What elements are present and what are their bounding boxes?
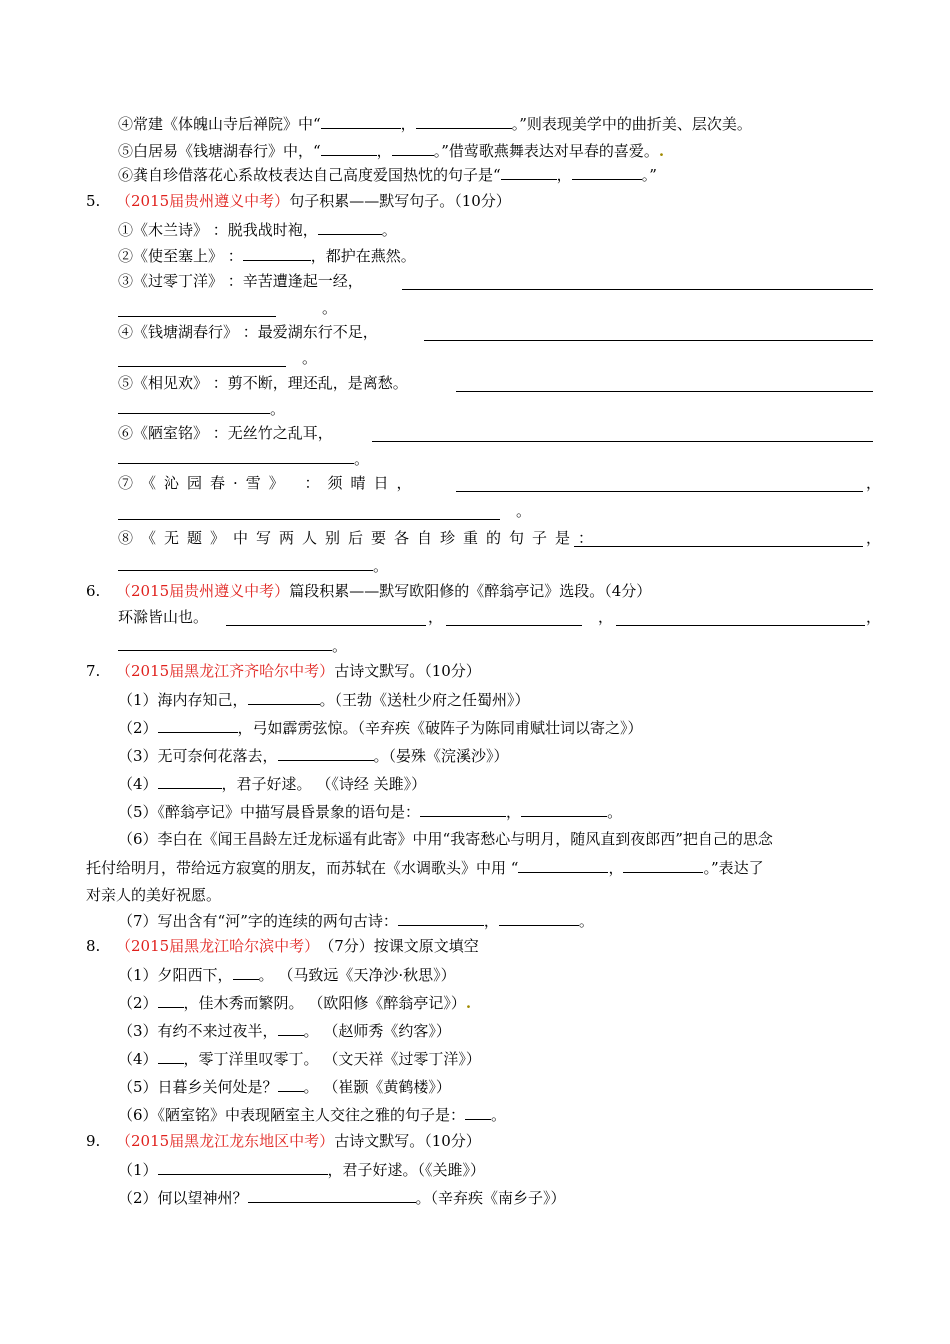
q7-item-1: （1）海内存知己， 。（王勃《送杜少府之任蜀州》）: [0, 687, 950, 711]
q8-item-2: （2） ，佳木秀而繁阴。 （欧阳修《醉翁亭记》）.: [0, 990, 950, 1014]
q9-item-2: （2）何以望神州？ 。（辛弃疾《南乡子》）: [0, 1185, 950, 1209]
question-8-header: 8. （2015届黑龙江哈尔滨中考）（7分）按课文原文填空: [86, 937, 479, 955]
line-gongzizhen: ⑥龚自珍借落花心系故枝表达自己高度爱国热忱的句子是“ ， 。”: [0, 162, 950, 186]
q7-item-6-line-1: （6）李白在《闻王昌龄左迁龙标遥有此寄》中用“我寄愁心与明月，随风直到夜郎西”把自己的思念: [118, 830, 773, 848]
blank[interactable]: [158, 990, 184, 1008]
blank[interactable]: [456, 474, 863, 492]
blank[interactable]: [278, 1074, 304, 1092]
blank[interactable]: [465, 1102, 491, 1120]
q8-item-6: （6）《陋室铭》中表现陋室主人交往之雅的句子是： 。: [0, 1102, 950, 1126]
blank[interactable]: [420, 799, 506, 817]
blank[interactable]: [321, 111, 401, 129]
q8-item-5: （5）日暮乡关何处是？ 。 （崔颢《黄鹤楼》）: [0, 1074, 950, 1098]
blank[interactable]: [158, 715, 238, 733]
blank[interactable]: [118, 633, 332, 651]
line-baijuyi: ⑤白居易《钱塘湖春行》中，“ ， 。”借莺歌燕舞表达对早春的喜爱。.: [0, 138, 950, 162]
blank[interactable]: [424, 323, 873, 341]
blank[interactable]: [158, 1157, 328, 1175]
line-changjian: ④常建《体魄山寺后禅院》中“ ， 。”则表现美学中的曲折美、层次美。: [0, 111, 950, 135]
q5-item-4: ④《钱塘湖春行》 ：最爱湖东行不足，: [0, 320, 950, 344]
blank[interactable]: [446, 608, 582, 626]
blank[interactable]: [321, 138, 377, 156]
blank[interactable]: [118, 349, 286, 367]
blank[interactable]: [318, 217, 382, 235]
blank[interactable]: [118, 502, 500, 520]
q7-item-2: （2） ，弓如霹雳弦惊。（辛弃疾《破阵子为陈同甫赋壮词以寄之》）: [0, 715, 950, 739]
q7-item-7: （7）写出含有“河”字的连续的两句古诗： ， 。: [0, 908, 950, 932]
q5-item-7: ⑦《沁园春·雪》 ：须晴日， ，: [118, 474, 882, 492]
blank[interactable]: [623, 855, 703, 873]
question-5-header: 5. （2015届贵州遵义中考）句子积累——默写句子。（10分）: [86, 192, 511, 210]
blank[interactable]: [278, 1018, 304, 1036]
q5-item-3-cont: 。: [0, 296, 950, 320]
blank[interactable]: [118, 553, 373, 571]
blank[interactable]: [158, 771, 222, 789]
q5-item-1: ①《木兰诗》 ：脱我战时袍， 。: [0, 217, 950, 241]
q7-item-6-line-2: 托付给明月，带给远方寂寞的朋友，而苏轼在《水调歌头》中用 “ ， 。”表达了: [0, 855, 950, 879]
blank[interactable]: [118, 396, 270, 414]
blank[interactable]: [372, 424, 873, 442]
blank[interactable]: [518, 855, 608, 873]
blank[interactable]: [456, 374, 873, 392]
q5-item-6: ⑥《陋室铭》 ：无丝竹之乱耳，: [0, 421, 950, 445]
blank[interactable]: [248, 1185, 416, 1203]
blank[interactable]: [118, 299, 276, 317]
blank[interactable]: [501, 162, 557, 180]
q5-item-7-cont: 。: [0, 499, 950, 523]
q5-item-8: ⑧《无题》中写两人别后要各自珍重的句子是： ，: [118, 529, 882, 547]
q5-item-5-cont: 。: [0, 396, 950, 420]
blank[interactable]: [392, 138, 434, 156]
question-6-header: 6. （2015届贵州遵义中考）篇段积累——默写欧阳修的《醉翁亭记》选段。（4分）: [86, 582, 652, 600]
blank[interactable]: [499, 908, 579, 926]
q6-line-2: 。: [0, 633, 950, 657]
q9-item-1: （1） ，君子好逑。（《关雎》）: [0, 1157, 950, 1181]
blank[interactable]: [574, 529, 863, 547]
q7-item-3: （3）无可奈何花落去， 。（晏殊《浣溪沙》）: [0, 743, 950, 767]
blank[interactable]: [226, 608, 426, 626]
blank[interactable]: [572, 162, 642, 180]
q5-item-5: ⑤《相见欢》 ：剪不断，理还乱，是离愁。: [0, 371, 950, 395]
q6-line-1: 环滁皆山也。 ， ， ，: [118, 608, 882, 626]
q8-item-3: （3）有约不来过夜半， 。 （赵师秀《约客》）: [0, 1018, 950, 1042]
q7-item-4: （4） ，君子好逑。 （《诗经 关雎》）: [0, 771, 950, 795]
q7-item-6-line-3: 对亲人的美好祝愿。: [86, 886, 222, 904]
question-9-header: 9. （2015届黑龙江龙东地区中考）古诗文默写。（10分）: [86, 1132, 481, 1150]
q5-item-3: ③《过零丁洋》 ：辛苦遭逢起一经，: [0, 269, 950, 293]
q8-item-4: （4） ，零丁洋里叹零丁。 （文天祥《过零丁洋》）: [0, 1046, 950, 1070]
blank[interactable]: [398, 908, 484, 926]
blank[interactable]: [248, 687, 320, 705]
blank[interactable]: [243, 243, 311, 261]
blank[interactable]: [416, 111, 512, 129]
blank[interactable]: [278, 743, 374, 761]
blank[interactable]: [118, 446, 354, 464]
q5-item-6-cont: 。: [0, 446, 950, 470]
blank[interactable]: [158, 1046, 184, 1064]
q5-item-8-cont: 。: [0, 553, 950, 577]
q5-item-4-cont: 。: [0, 346, 950, 370]
question-7-header: 7. （2015届黑龙江齐齐哈尔中考）古诗文默写。（10分）: [86, 662, 481, 680]
q7-item-5: （5）《醉翁亭记》中描写晨昏景象的语句是： ， 。: [0, 799, 950, 823]
blank[interactable]: [233, 962, 259, 980]
blank[interactable]: [402, 272, 873, 290]
q8-item-1: （1）夕阳西下， 。 （马致远《天净沙·秋思》）: [0, 962, 950, 986]
blank[interactable]: [521, 799, 607, 817]
q5-item-2: ②《使至塞上》 ： ，都护在燕然。: [0, 243, 950, 267]
blank[interactable]: [616, 608, 865, 626]
